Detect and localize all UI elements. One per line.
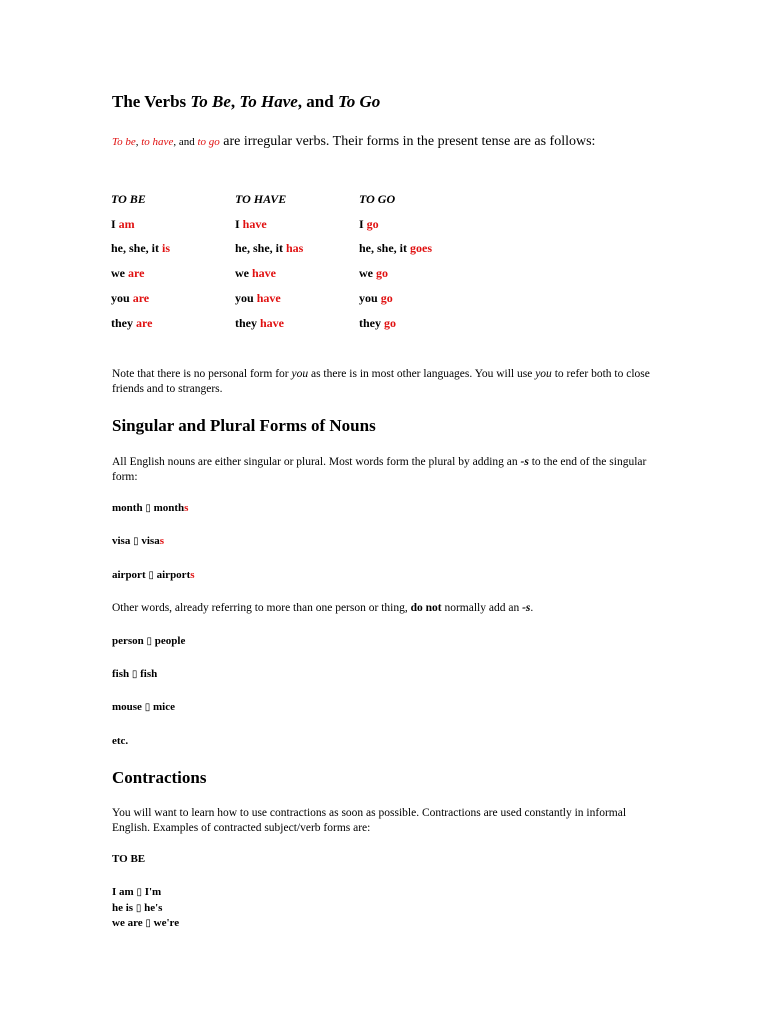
note-you: you [291,368,309,380]
plural-suffix: s [184,502,189,514]
plural-suffix: s [159,535,164,547]
plural-example [112,569,195,581]
singular-word: person [112,635,144,647]
singular-word: airport [112,569,146,581]
cell-verb: have [252,266,276,280]
verb-table-cell [111,316,152,331]
plural-text: All English nouns are either singular or plural. Most words form the plural by adding an [112,456,521,468]
intro-rest: are irregular verbs. Their forms in the present tense are as follows: [219,134,596,149]
other-text: normally add an [441,602,523,614]
cell-verb: are [136,316,153,330]
note-paragraph [112,367,657,397]
arrow-icon: ▯ [135,903,142,914]
plural-suffix: -s [520,456,529,468]
other-bold: do not [410,602,442,614]
cell-verb: are [128,266,145,280]
cell-verb: are [132,291,150,305]
contraction-example [112,917,179,929]
cell-subject: I [235,217,243,231]
irregular-example [112,701,175,713]
note-text: Note that there is no personal form for [112,368,292,380]
section-heading-contractions: Contractions [112,768,207,787]
arrow-icon: ▯ [144,702,151,713]
verb-table-cell [111,241,170,256]
full-form: we are [112,917,143,929]
short-form: he's [144,902,163,914]
cell-verb: have [242,217,267,231]
cell-subject: they [235,316,260,330]
title-sep-1: , [230,92,240,111]
page-title [112,92,380,112]
intro-sentence [112,134,595,150]
verb-table-cell [111,266,144,281]
verb-table-cell [359,217,379,232]
cell-subject: you [111,291,133,305]
contractions-subheading: TO BE [112,853,146,865]
other-words-paragraph [112,601,657,616]
cell-subject: you [359,291,381,305]
arrow-icon: ▯ [133,536,139,547]
verb-table-cell [359,316,396,331]
cell-subject: they [359,316,384,330]
singular-word: mouse [112,701,142,713]
plural-word: visa [141,535,160,547]
note-text: to refer both to close friends and to strangers. [112,368,650,395]
plural-intro-paragraph [112,455,657,485]
plural-word: airport [156,569,191,581]
cell-verb: has [286,241,304,255]
verb-table-cell [111,291,149,306]
section-heading-plural: Singular and Plural Forms of Nouns [112,416,376,435]
cell-verb: am [118,217,135,231]
title-sep-2: , and [297,92,338,111]
verb-table-header-to-go: TO GO [359,192,396,206]
verb-table-cell [235,266,276,281]
contraction-example [112,902,162,914]
other-text: . [530,602,534,614]
cell-subject: he, she, it [359,241,410,255]
cell-verb: go [384,316,396,330]
title-prefix: The Verbs [112,92,191,111]
verb-table-cell [111,217,135,232]
verb-table-header-to-be: TO BE [111,192,146,206]
note-text: as there is in most other languages. You will use [308,368,536,380]
cell-verb: goes [410,241,432,255]
singular-word: month [112,502,143,514]
intro-verb-to-go: to go [197,136,220,148]
verb-table-cell [359,291,393,306]
cell-subject: we [235,266,252,280]
title-verb-to-have: To Have [239,92,298,111]
verb-table-cell [359,241,432,256]
intro-sep-2: , and [173,136,198,148]
arrow-icon: ▯ [145,503,151,514]
other-suffix: -s [522,602,531,614]
title-verb-to-go: To Go [337,92,381,111]
arrow-icon: ▯ [146,636,153,647]
short-form: I'm [144,886,162,898]
singular-word: fish [112,668,130,680]
verb-table-cell [235,241,303,256]
note-you: you [535,368,552,380]
irregular-example [112,668,157,680]
plural-word: people [154,635,186,647]
contraction-example [112,886,161,898]
plural-suffix: s [190,569,195,581]
full-form: I am [112,886,134,898]
cell-verb: go [366,217,379,231]
plural-example [112,502,188,514]
verb-table-cell [235,291,281,306]
other-text: Other words, already referring to more than one person or thing, [112,602,411,614]
cell-verb: have [260,316,284,330]
verb-table-cell [235,316,284,331]
plural-word: mice [152,701,175,713]
title-verb-to-be: To Be [190,92,231,111]
cell-verb: go [376,266,388,280]
cell-subject: we [359,266,376,280]
plural-text: to the end of the singular form: [112,456,647,483]
cell-subject: I [359,217,367,231]
arrow-icon: ▯ [148,570,154,581]
intro-sep-1: , [135,136,142,148]
cell-verb: go [380,291,393,305]
contractions-paragraph: You will want to learn how to use contractions as soon as possible. Contractions are used constantly in informal English. Examples of contracted subject/verb forms are: [112,807,627,834]
arrow-icon: ▯ [145,918,151,929]
arrow-icon: ▯ [136,887,142,898]
cell-verb: have [256,291,281,305]
etc-text: etc. [112,735,129,747]
arrow-icon: ▯ [131,669,138,680]
short-form: we're [153,917,180,929]
cell-verb: is [162,241,171,255]
plural-word: month [153,502,185,514]
cell-subject: we [111,266,128,280]
cell-subject: you [235,291,257,305]
plural-example [112,535,164,547]
irregular-example [112,635,185,647]
cell-subject: I [111,217,119,231]
intro-verb-to-be: To be [112,136,136,148]
intro-verb-to-have: to have [141,136,174,148]
verb-table-cell [359,266,388,281]
full-form: he is [112,902,134,914]
cell-subject: he, she, it [235,241,286,255]
verb-table-cell [235,217,267,232]
verb-table-header-to-have: TO HAVE [235,192,287,206]
plural-word: fish [140,668,158,680]
singular-word: visa [112,535,131,547]
cell-subject: he, she, it [111,241,162,255]
cell-subject: they [111,316,136,330]
